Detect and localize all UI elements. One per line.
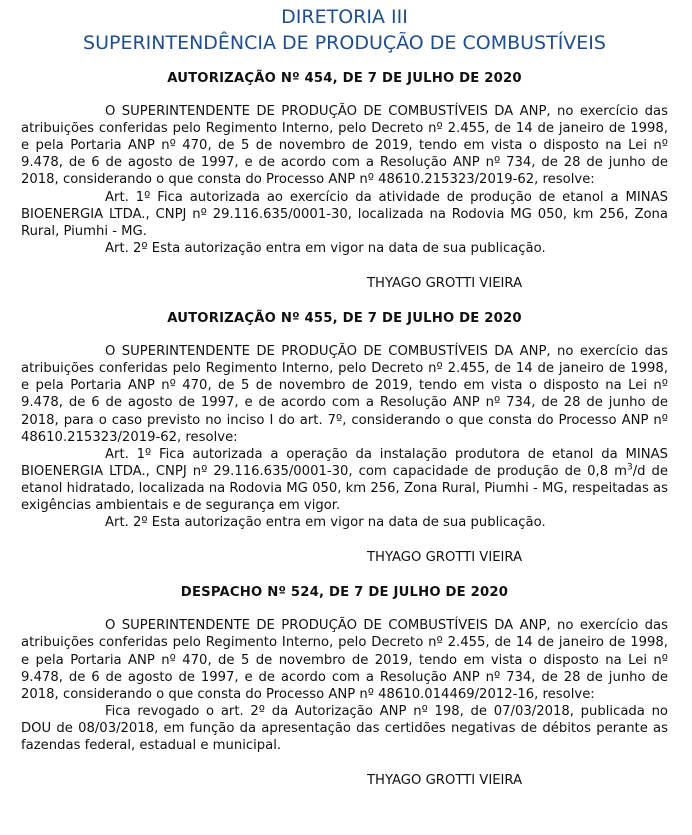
directorate-heading: DIRETORIA III xyxy=(281,6,408,28)
article-1 xyxy=(21,446,668,514)
superintendence-heading: SUPERINTENDÊNCIA DE PRODUÇÃO DE COMBUSTÍVEIS xyxy=(83,32,606,54)
article-1-text-b: /d de etanol hidratado, localizada na Rodovia MG 050, km 256, Zona Rural, Piumhi - MG, respeitadas as exigências ambientais e de segurança em vigor. xyxy=(21,463,668,513)
act-authorization-455 xyxy=(21,310,668,566)
cubic-superscript: 3 xyxy=(626,462,633,473)
article-1: Art. 1º Fica autorizada ao exercício da atividade de produção de etanol a MINAS BIOENERGIA LTDA., CNPJ nº 29.116.635/0001-30, localizada na Rodovia MG 050, km 256, Zona Rural, Piumhi - MG. xyxy=(21,189,668,239)
act-title: AUTORIZAÇÃO Nº 455, DE 7 DE JULHO DE 2020 xyxy=(167,311,522,327)
signature: THYAGO GROTTI VIEIRA xyxy=(367,550,523,566)
article-2: Art. 2º Esta autorização entra em vigor na data de sua publicação. xyxy=(105,240,546,256)
act-title: AUTORIZAÇÃO Nº 454, DE 7 DE JULHO DE 2020 xyxy=(167,71,522,86)
act-authorization-454 xyxy=(21,70,668,292)
dispatch-body: Fica revogado o art. 2º da Autorização ANP nº 198, de 07/03/2018, publicada no DOU de 08/03/2018, em função da apresentação das certidões negativas de débitos perante as fazendas federal, estadual e municipal. xyxy=(21,703,668,753)
act-dispatch-524 xyxy=(21,584,668,789)
signature: THYAGO GROTTI VIEIRA xyxy=(367,275,523,291)
signature: THYAGO GROTTI VIEIRA xyxy=(367,773,523,789)
article-1-text-a: Art. 1º Fica autorizada a operação da instalação produtora de etanol da MINAS BIOENERGIA LTDA., CNPJ nº 29.116.635/0001-30, com capacidade de produção de 0,8 m xyxy=(21,446,668,479)
act-title: DESPACHO Nº 524, DE 7 DE JULHO DE 2020 xyxy=(180,585,509,601)
act-preamble: O SUPERINTENDENTE DE PRODUÇÃO DE COMBUSTÍVEIS DA ANP, no exercício das atribuições conferidas pelo Regimento Interno, pelo Decreto nº 2.455, de 14 de janeiro de 1998, e pela Portaria ANP nº 470, de 5 de novembro de 2019, tendo em vista o disposto na Lei nº 9.478, de 6 de agosto de 1997, e de acordo com a Resolução ANP nº 734, de 28 de junho de 2018, para o caso previsto no inciso I do art. 7º, considerando o que consta do Processo ANP nº 48610.215323/2019-62, resolve: xyxy=(21,344,668,445)
act-preamble: O SUPERINTENDENTE DE PRODUÇÃO DE COMBUSTÍVEIS DA ANP, no exercício das atribuições conferidas pelo Regimento Interno, pelo Decreto nº 2.455, de 14 de janeiro de 1998, e pela Portaria ANP nº 470, de 5 de novembro de 2019, tendo em vista o disposto na Lei nº 9.478, de 6 de agosto de 1997, e de acordo com a Resolução ANP nº 734, de 28 de junho de 2018, considerando o que consta do Processo ANP nº 48610.014469/2012-16, resolve: xyxy=(21,618,668,702)
act-preamble: O SUPERINTENDENTE DE PRODUÇÃO DE COMBUSTÍVEIS DA ANP, no exercício das atribuições conferidas pelo Regimento Interno, pelo Decreto nº 2.455, de 14 de janeiro de 1998, e pela Portaria ANP nº 470, de 5 de novembro de 2019, tendo em vista o disposto na Lei nº 9.478, de 6 de agosto de 1997, e de acordo com a Resolução ANP nº 734, de 28 de junho de 2018, considerando o que consta do Processo ANP nº 48610.215323/2019-62, resolve: xyxy=(21,104,668,188)
article-2: Art. 2º Esta autorização entra em vigor na data de sua publicação. xyxy=(105,515,546,531)
